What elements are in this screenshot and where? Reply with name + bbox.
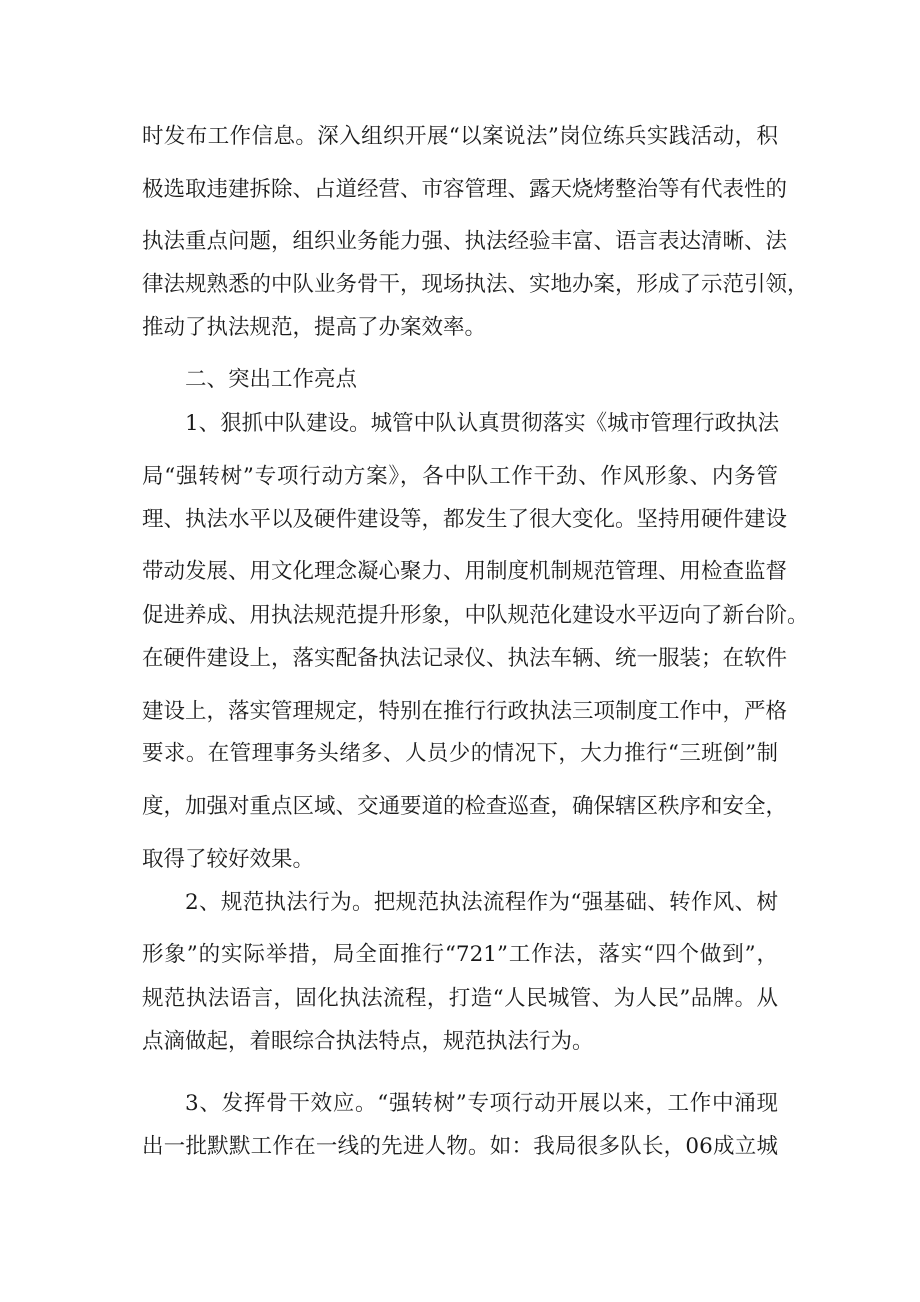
text-line: 形象”的实际举措，局全面推行“721”工作法，落实“四个做到”， (142, 942, 778, 967)
text-line: 律法规熟悉的中队业务骨干，现场执法、实地办案，形成了示范引领， (142, 272, 809, 297)
text-line: 促进养成、用执法规范提升形象，中队规范化建设水平迈向了新台阶。 (142, 603, 809, 628)
text-line: 度，加强对重点区域、交通要道的检查巡查，确保辖区秩序和安全， (142, 794, 788, 819)
text-line: 理、执法水平以及硬件建设等，都发生了很大变化。坚持用硬件建设 (142, 507, 788, 532)
text-line: 局“强转树”专项行动方案》，各中队工作干劲、作风形象、内务管 (142, 464, 778, 489)
text-line: 在硬件建设上，落实配备执法记录仪、执法车辆、统一服装；在软件 (142, 646, 788, 671)
text-line: 执法重点问题，组织业务能力强、执法经验丰富、语言表达清晰、法 (142, 229, 788, 254)
text-line: 2、规范执法行为。把规范执法流程作为“强基础、转作风、树 (185, 890, 778, 915)
text-line: 要求。在管理事务头绪多、人员少的情况下，大力推行“三班倒”制 (142, 741, 778, 766)
section-heading: 二、突出工作亮点 (185, 367, 358, 392)
text-line: 规范执法语言，固化执法流程，打造“人民城管、为人民”品牌。从 (142, 986, 778, 1011)
text-line: 3、发挥骨干效应。“强转树”专项行动开展以来，工作中涌现 (185, 1091, 778, 1116)
text-line: 取得了较好效果。 (142, 847, 315, 872)
text-line: 时发布工作信息。深入组织开展“以案说法”岗位练兵实践活动，积 (142, 124, 778, 149)
text-line: 出一批默默工作在一线的先进人物。如：我局很多队长，06成立城 (142, 1134, 778, 1159)
text-line: 点滴做起，着眼综合执法特点，规范执法行为。 (142, 1029, 594, 1054)
text-line: 极选取违建拆除、占道经营、市容管理、露天烧烤整治等有代表性的 (142, 177, 788, 202)
text-line: 建设上，落实管理规定，特别在推行行政执法三项制度工作中，严格 (142, 699, 788, 724)
text-line: 带动发展、用文化理念凝心聚力、用制度机制规范管理、用检查监督 (142, 559, 788, 584)
text-line: 1、狠抓中队建设。城管中队认真贯彻落实《城市管理行政执法 (185, 411, 780, 436)
text-line: 推动了执法规范，提高了办案效率。 (142, 315, 487, 340)
